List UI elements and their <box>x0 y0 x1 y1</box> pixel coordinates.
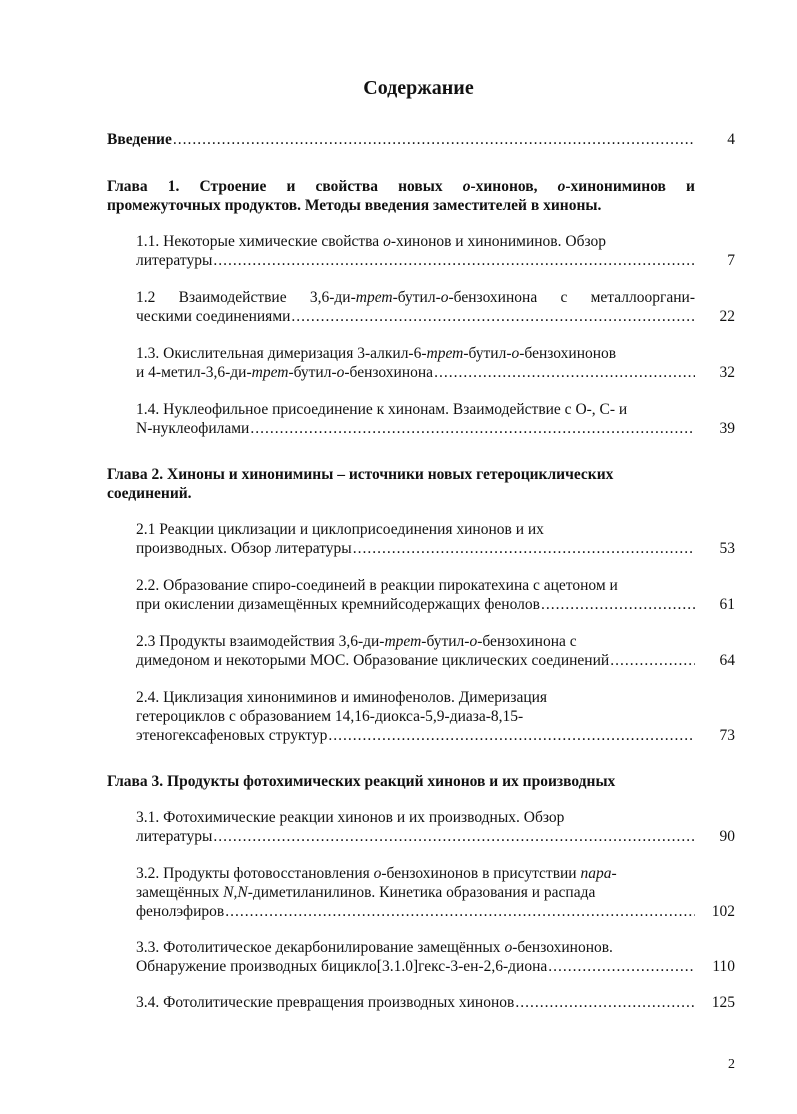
dot-leader <box>225 902 695 921</box>
toc-page-number: 7 <box>727 252 735 269</box>
toc-entry-2-2[interactable] <box>136 576 695 614</box>
dot-leader <box>434 363 695 382</box>
toc-entry-line: 1.3. Окислительная димеризация 3-алкил-6-трет-бутил-о-бензохинонов <box>136 345 617 362</box>
page-title: Содержание <box>363 77 474 99</box>
toc-entry-line: и 4-метил-3,6-ди-трет-бутил-о-бензохинона <box>136 364 434 381</box>
toc-entry-line: литературы <box>136 252 213 269</box>
toc-entry-2-1[interactable] <box>136 520 695 558</box>
toc-entry-line: замещённых N,N-диметиланилинов. Кинетика образования и распада <box>136 884 596 901</box>
toc-entry-label: Введение <box>107 131 172 148</box>
toc-entry-3-2[interactable] <box>136 864 695 921</box>
toc-entry-1-3[interactable] <box>136 344 695 382</box>
toc-entry-line: 2.4. Циклизация хинониминов и иминофенолов. Димеризация <box>136 689 548 706</box>
toc-entry-intro[interactable] <box>107 130 695 149</box>
toc-entry-line: этеногексафеновых структур <box>136 727 328 744</box>
dot-leader <box>213 827 695 846</box>
chapter-heading-line: Глава 2. Хиноны и хинонимины – источники новых гетероциклических <box>107 466 614 483</box>
dot-leader <box>213 251 695 270</box>
chapter-heading-line: соединений. <box>107 485 192 502</box>
toc-page-number: 61 <box>719 596 735 613</box>
dot-leader <box>610 651 695 670</box>
toc-page-number: 90 <box>719 828 735 845</box>
toc-page-number: 39 <box>719 420 735 437</box>
toc-entry-line: 1.2 Взаимодействие 3,6-ди-трет-бутил-о-бензохинона с металлооргани- <box>136 289 695 306</box>
toc-page-number: 4 <box>727 131 735 148</box>
chapter-heading-line: промежуточных продуктов. Методы введения заместителей в хиноны. <box>107 197 602 214</box>
toc-entry-line: литературы <box>136 828 213 845</box>
toc-entry-line: 2.3 Продукты взаимодействия 3,6-ди-трет-бутил-о-бензохинона с <box>136 633 577 650</box>
chapter-3-heading <box>107 772 695 791</box>
dot-leader <box>173 130 695 149</box>
toc-entry-2-4[interactable] <box>136 688 695 745</box>
toc-entry-2-3[interactable] <box>136 632 695 670</box>
toc-entry-line: 3.3. Фотолитическое декарбонилирование замещённых о-бензохинонов. <box>136 939 613 956</box>
toc-entry-line: ческими соединениями <box>136 308 291 325</box>
chapter-heading-line: Глава 3. Продукты фотохимических реакций хинонов и их производных <box>107 773 616 790</box>
toc-entry-line: N-нуклеофилами <box>136 420 250 437</box>
toc-entry-line: при окислении дизамещённых кремнийсодержащих фенолов <box>136 596 540 613</box>
chapter-heading-line: Глава 1. Строение и свойства новых о-хинонов, о-хинониминов и <box>107 178 695 195</box>
chapter-2-heading <box>107 465 695 503</box>
toc-entry-line: 3.2. Продукты фотовосстановления о-бензохинонов в присутствии пара- <box>136 865 617 882</box>
toc-page-number: 22 <box>719 308 735 325</box>
toc-page-number: 125 <box>711 994 735 1011</box>
dot-leader <box>515 993 695 1012</box>
toc-entry-3-1[interactable] <box>136 808 695 846</box>
dot-leader <box>291 307 695 326</box>
toc-entry-line: 2.1 Реакции циклизации и циклоприсоединения хинонов и их <box>136 521 544 538</box>
dot-leader <box>250 419 695 438</box>
toc-entry-line: фенолэфиров <box>136 903 225 920</box>
toc-entry-line: 1.1. Некоторые химические свойства о-хинонов и хинониминов. Обзор <box>136 233 606 250</box>
toc-page-number: 102 <box>711 903 735 920</box>
toc-page-number: 73 <box>719 727 735 744</box>
chapter-1-heading <box>107 177 695 215</box>
toc-entry-1-4[interactable] <box>136 400 695 438</box>
toc-entry-line: 2.2. Образование спиро-соединеий в реакции пирокатехина с ацетоном и <box>136 577 618 594</box>
dot-leader <box>353 539 695 558</box>
toc-entry-line: гетероциклов с образованием 14,16-диокса-5,9-диаза-8,15- <box>136 708 524 725</box>
toc-entry-3-4[interactable] <box>136 993 695 1012</box>
toc-page-number: 32 <box>719 364 735 381</box>
toc-entry-line: производных. Обзор литературы <box>136 540 352 557</box>
toc-entry-3-3[interactable] <box>136 938 695 976</box>
toc-entry-line: 3.4. Фотолитические превращения производных хинонов <box>136 994 515 1011</box>
toc-page-number: 64 <box>719 652 735 669</box>
toc-entry-line: 1.4. Нуклеофильное присоединение к хинонам. Взаимодействие с О-, С- и <box>136 401 628 418</box>
toc-entry-line: Обнаружение производных бицикло[3.1.0]гекс-3-ен-2,6-диона <box>136 958 548 975</box>
dot-leader <box>328 726 695 745</box>
toc-page-number: 53 <box>719 540 735 557</box>
toc-entry-1-1[interactable] <box>136 232 695 270</box>
dot-leader <box>541 595 695 614</box>
toc-entry-line: 3.1. Фотохимические реакции хинонов и их производных. Обзор <box>136 809 565 826</box>
toc-entry-1-2[interactable] <box>136 288 695 326</box>
dot-leader <box>548 957 695 976</box>
toc-entry-line: димедоном и некоторыми МОС. Образование циклических соединений <box>136 652 610 669</box>
page-number: 2 <box>728 1057 735 1072</box>
toc-page-number: 110 <box>712 958 735 975</box>
